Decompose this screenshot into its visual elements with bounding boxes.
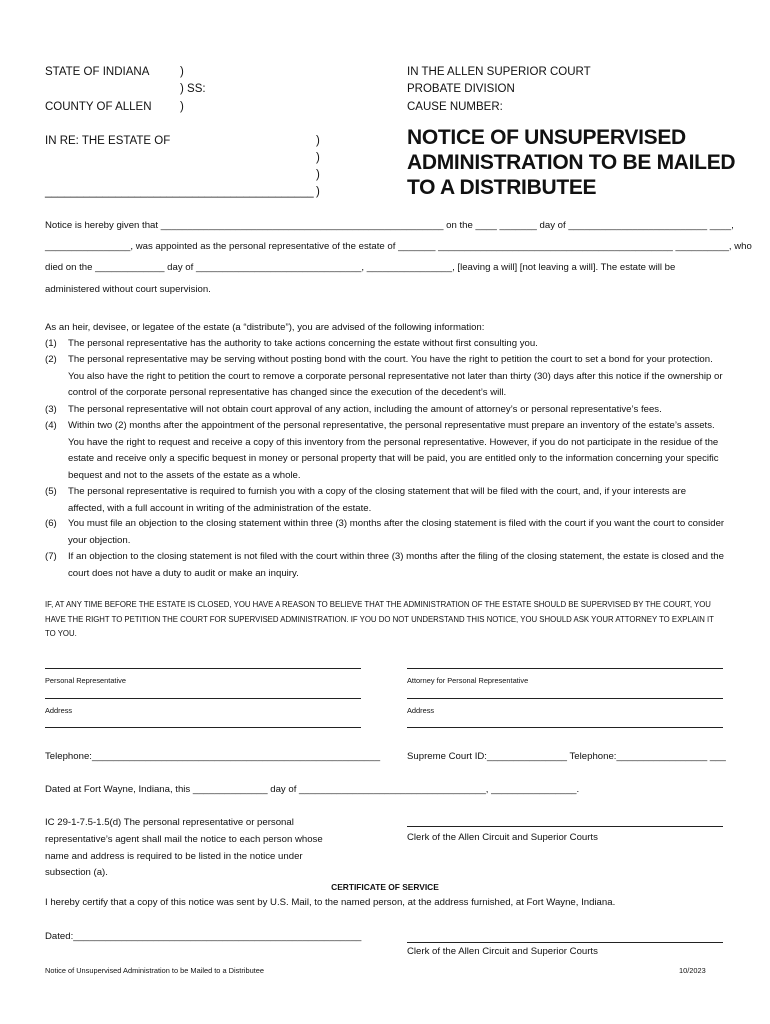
caption-paren: ): [316, 169, 320, 181]
item-number: (5): [45, 486, 57, 497]
caption-paren: ): [316, 152, 320, 164]
item-text: Within two (2) months after the appointment of the personal representative, the personal representative must prepare an inventory of the estate’s assets. You have the right to request and receive a copy of this inventory from the personal representative. However, if you do not participate in the residue of the estate and receive only a specific bequest in money or personal property that will be paid, you are entitled only to the information concerning your specific bequest and not to the assets of the estate as a whole.: [68, 420, 719, 481]
item-text: The personal representative is required to furnish you with a copy of the closing statement that will be filed with the court, and, if your interests are affected, with a full account in writing of the administration of the estate.: [68, 486, 687, 514]
list-item: [45, 402, 725, 419]
item-number: (4): [45, 420, 57, 431]
advised-intro: As an heir, devisee, or legatee of the estate (a “distribute”), you are advised of the following information:: [45, 322, 485, 333]
item-number: (7): [45, 551, 57, 562]
county-label: COUNTY OF ALLEN: [45, 101, 152, 113]
court-name: IN THE ALLEN SUPERIOR COURT: [407, 66, 591, 78]
notice-line: Notice is hereby given that _____________________________________________________ on the ____ _______ day of __________________________ ____,: [45, 220, 734, 231]
item-text: You must file an objection to the closing statement within three (3) months after the closing statement is filed with the court if you want the court to consider your objection.: [68, 518, 725, 546]
certificate-heading: CERTIFICATE OF SERVICE: [331, 882, 439, 892]
cause-number-label: CAUSE NUMBER:: [407, 101, 503, 113]
list-item: [45, 336, 725, 353]
ic-statute-note: IC 29-1-7.5-1.5(d) The personal representative or personal representative’s agent shall mail the notice to each person whose name and address is required to be listed in the notice under subsection (a).: [45, 817, 323, 879]
court-division: PROBATE DIVISION: [407, 83, 515, 95]
telephone-field-left[interactable]: Telephone:______________________________________________________: [45, 751, 381, 762]
supreme-court-id-field[interactable]: Supreme Court ID:_______________ Telephone:_________________ ___: [407, 751, 726, 762]
attorney-signature-line[interactable]: [407, 668, 723, 669]
certificate-dated-field[interactable]: Dated:______________________________________________________: [45, 931, 362, 942]
caption-paren: ): [180, 66, 184, 78]
list-item: [45, 549, 725, 582]
notice-line: administered without court supervision.: [45, 284, 211, 295]
caps-warning: IF, AT ANY TIME BEFORE THE ESTATE IS CLOSED, YOU HAVE A REASON TO BELIEVE THAT THE ADMINISTRATION OF THE ESTATE SHOULD BE SUPERVISED BY THE COURT, YOU HAVE THE RIGHT TO PETITION THE COURT FOR SUPERVISED ADMINISTRATION. IF YOU DO NOT UNDERSTAND THIS NOTICE, YOU SHOULD ASK YOUR ATTORNEY TO EXPLAIN IT TO YOU.: [45, 600, 714, 638]
caption-paren: ): [316, 186, 320, 198]
notice-line: ________________, was appointed as the personal representative of the estate of _______ ____________________________________________ __________, who: [45, 241, 752, 252]
certificate-clerk-signature-line[interactable]: [407, 942, 723, 943]
clerk-signature-line[interactable]: [407, 826, 723, 827]
certificate-clerk-label: Clerk of the Allen Circuit and Superior Courts: [407, 946, 598, 957]
item-text: The personal representative may be serving without posting bond with the court. You have the right to petition the court to set a bond for your protection. You also have the right to petition the court to remove a corporate personal representative not later than thirty (30) days after this notice if the ownership or control of the corporate personal representative has changed since the execution of the decedent’s will.: [68, 354, 723, 399]
clerk-label: Clerk of the Allen Circuit and Superior Courts: [407, 832, 598, 843]
item-text: The personal representative has the authority to take actions concerning the estate without first consulting you.: [68, 338, 538, 349]
footer-form-name: Notice of Unsupervised Administration to be Mailed to a Distributee: [45, 966, 264, 975]
notice-line: died on the _____________ day of _______________________________, ________________, [leaving a will] [not leaving a will]. The estate will be: [45, 262, 676, 273]
list-item: [45, 484, 725, 517]
caption-paren: ): [316, 135, 320, 147]
address-label-right: Address: [407, 706, 435, 715]
footer-revision: 10/2023: [679, 966, 706, 975]
item-number: (1): [45, 338, 57, 349]
list-item: [45, 516, 725, 549]
address-label-left: Address: [45, 706, 73, 715]
in-re-label: IN RE: THE ESTATE OF: [45, 135, 171, 147]
address-line-left[interactable]: [45, 698, 361, 699]
state-label: STATE OF INDIANA: [45, 66, 150, 78]
certificate-text: I hereby certify that a copy of this notice was sent by U.S. Mail, to the named person, at the address furnished, at Fort Wayne, Indiana.: [45, 897, 616, 908]
estate-name-field[interactable]: __________________________________________: [45, 186, 314, 198]
personal-rep-signature-line[interactable]: [45, 668, 361, 669]
address-line-right-2[interactable]: [407, 727, 723, 728]
list-item: [45, 418, 725, 484]
address-line-right[interactable]: [407, 698, 723, 699]
address-line-left-2[interactable]: [45, 727, 361, 728]
caption-paren: ): [180, 101, 184, 113]
item-number: (3): [45, 404, 57, 415]
item-number: (6): [45, 518, 57, 529]
attorney-label: Attorney for Personal Representative: [407, 676, 529, 685]
item-text: The personal representative will not obtain court approval of any action, including the amount of attorney’s or personal representative’s fees.: [68, 404, 662, 415]
list-item: [45, 352, 725, 402]
document-title: NOTICE OF UNSUPERVISED ADMINISTRATION TO BE MAILED TO A DISTRIBUTEE: [407, 126, 736, 199]
ss-label: ) SS:: [180, 83, 206, 95]
personal-rep-label: Personal Representative: [45, 676, 126, 685]
item-text: If an objection to the closing statement is not filed with the court within three (3) months after the filing of the closing statement, the estate is closed and the court does not have a duty to audit or make an inquiry.: [68, 551, 724, 579]
item-number: (2): [45, 354, 57, 365]
dated-line[interactable]: Dated at Fort Wayne, Indiana, this ______________ day of ___________________________________, ________________.: [45, 784, 580, 795]
